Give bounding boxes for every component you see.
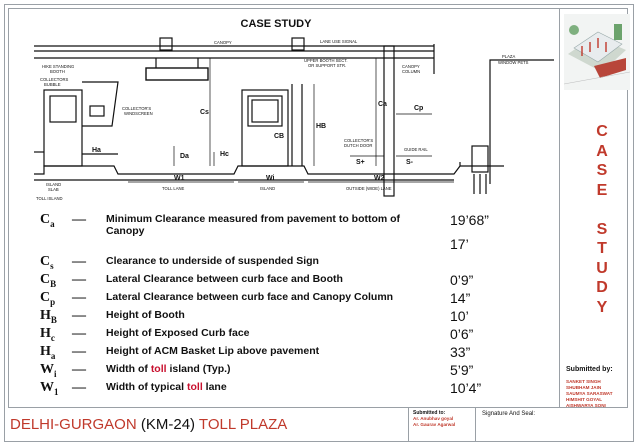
faculty-name: Ar. Anubhav goyal [413, 416, 454, 421]
dim-s-minus: S- [406, 159, 413, 166]
student-name: SANKET SINGH [566, 379, 601, 384]
label-canopy-column-2: COLUMN [402, 69, 421, 74]
spec-symbol: W [40, 362, 54, 377]
spec-description-highlight: toll [187, 381, 203, 393]
spec-row-cs [34, 254, 554, 270]
submitted-to-box [408, 408, 476, 442]
spec-dash: — [72, 326, 86, 341]
footer-title-text: TOLL PLAZA [195, 416, 288, 433]
dim-cb: CB [274, 133, 285, 140]
submitted-by-names [566, 379, 613, 409]
spec-row-wi [34, 362, 554, 378]
spec-symbol: C [40, 290, 51, 305]
spec-description [106, 363, 436, 375]
vertical-letter: S [596, 162, 608, 179]
label-windscreen: WINDSCREEN [124, 111, 153, 116]
spec-description: Clearance to underside of suspended Sign [106, 255, 319, 267]
submitted-to-label: Submitted to: [413, 410, 446, 416]
spec-description-highlight: toll [150, 363, 167, 375]
spec-dash: — [72, 380, 86, 395]
label-upper-booth: UPPER BOOTH SECT. [304, 58, 348, 63]
label-toll-lane: TOLL LANE [162, 186, 185, 191]
spec-description: Lateral Clearance between curb face and Booth [106, 273, 343, 285]
student-name: AISHWARYA SONI [566, 403, 606, 408]
case-study-vertical-title [590, 122, 614, 317]
spec-description-text: Width of [106, 363, 151, 375]
dim-w1: W1 [174, 175, 185, 182]
spec-value: 17’ [450, 236, 469, 252]
label-collectors: COLLECTORS [40, 77, 69, 82]
spec-dash: — [72, 308, 86, 323]
vertical-letter: E [596, 181, 608, 199]
label-toll-island: TOLL ISLAND [36, 196, 63, 201]
label-island: ISLAND [260, 186, 276, 191]
spec-value: 14” [450, 290, 471, 306]
spec-row-hb [34, 308, 554, 324]
label-window-ducts: WINDOW PETS [498, 60, 529, 65]
spec-description: Height of Exposed Curb face [106, 327, 250, 339]
spec-value: 0’9” [450, 272, 474, 288]
spec-symbol: H [40, 326, 51, 341]
label-dutch-door: DUTCH DOOR [344, 143, 373, 148]
clearance-specification-table [34, 208, 554, 404]
label-bubble: BUBBLE [44, 82, 61, 87]
label-or-support: OR SUPPORT STR. [308, 63, 347, 68]
spec-description: Minimum Clearance measured from pavement to bottom of Canopy [106, 213, 401, 237]
spec-row-w1 [34, 380, 554, 396]
spec-dash: — [72, 290, 86, 305]
label-booth: BOOTH [50, 69, 65, 74]
spec-subscript: B [50, 314, 57, 325]
spec-subscript: a [50, 350, 56, 361]
label-guide-rail: GUIDE RAIL [404, 147, 428, 152]
spec-symbol: H [40, 308, 51, 323]
dim-ca: Ca [378, 101, 387, 108]
student-name: HIMSHIT GOYAL [566, 397, 603, 402]
dim-hc: Hc [220, 151, 229, 158]
label-collector-window: COLLECTOR'S [122, 106, 152, 111]
label-canopy-column: CANOPY [402, 64, 420, 69]
vertical-letter: S [596, 220, 608, 238]
label-island-slab-2: SLAB [48, 187, 59, 192]
label-hike-standing: HIKE STANDING [42, 64, 75, 69]
spec-symbol: C [40, 254, 51, 269]
vertical-letter: U [596, 259, 608, 277]
spec-subscript: c [50, 332, 55, 343]
spec-description-text: Width of typical [106, 381, 187, 393]
dim-da: Da [180, 153, 189, 160]
spec-dash: — [72, 362, 86, 377]
vertical-spacer [590, 200, 614, 220]
spec-description: Lateral Clearance between curb face and Canopy Column [106, 291, 394, 303]
toll-booth-section-drawing [34, 34, 554, 204]
submitted-by-label: Submitted by: [566, 366, 613, 373]
spec-subscript: s [50, 260, 54, 271]
spec-symbol: C [40, 212, 51, 227]
spec-description-text: island (Typ.) [166, 363, 231, 375]
student-name: SHUBHAM JAIN [566, 385, 602, 390]
spec-description [106, 381, 436, 393]
spec-dash: — [72, 272, 86, 287]
student-name: SAUMYA SARASWAT [566, 391, 613, 396]
dim-w2: W2 [374, 175, 385, 182]
spec-value: 19’68” [450, 212, 489, 228]
spec-description-text: lane [202, 381, 227, 393]
spec-symbol: H [40, 344, 51, 359]
spec-row-cb [34, 272, 554, 288]
spec-symbol: W [40, 380, 54, 395]
spec-row-cp [34, 290, 554, 306]
vertical-letter: D [596, 279, 608, 296]
spec-row-hc [34, 326, 554, 342]
dim-ha: Ha [92, 147, 101, 154]
spec-row-ha [34, 344, 554, 360]
footer-title-km: (KM-24) [140, 416, 196, 433]
label-collector-door: COLLECTOR'S [344, 138, 374, 143]
spec-description: Height of Booth [106, 309, 185, 321]
spec-subscript: p [50, 296, 56, 307]
signature-label: Signature And Seal: [482, 411, 536, 417]
footer-title-text: DELHI-GURGAON [10, 416, 141, 433]
spec-value: 10’ [450, 308, 469, 324]
label-canopy: CANOPY [214, 40, 232, 45]
dim-cs: Cs [200, 109, 209, 116]
dim-wi: Wi [266, 175, 275, 182]
spec-subscript: a [50, 218, 55, 229]
spec-row-extra [34, 236, 554, 252]
faculty-name: Ar. Gaurav Agarwal [413, 422, 456, 427]
dim-s-plus: S+ [356, 159, 365, 166]
label-island-slab: ISLAND [46, 182, 62, 187]
spec-value: 5’9” [450, 362, 474, 378]
vertical-letter: C [596, 123, 608, 140]
spec-description: Height of ACM Basket Lip above pavement [106, 345, 320, 357]
dim-cp: Cp [414, 105, 424, 112]
dim-hb: HB [316, 123, 327, 130]
spec-subscript: B [50, 278, 57, 289]
label-lane-use-signal: LANE USE SIGNAL [320, 39, 358, 44]
spec-subscript: 1 [54, 386, 59, 397]
page-title: CASE STUDY [240, 18, 312, 30]
spec-dash: — [72, 344, 86, 359]
spec-value: 33” [450, 344, 471, 360]
footer-title [10, 416, 287, 433]
vertical-letter: T [597, 240, 607, 257]
spec-dash: — [72, 212, 86, 227]
spec-value: 0’6” [450, 326, 474, 342]
toll-plaza-render-thumbnail [564, 14, 630, 90]
spec-row-ca [34, 212, 554, 237]
spec-dash: — [72, 254, 86, 269]
label-plaza: PLAZA [502, 54, 516, 59]
spec-symbol: C [40, 272, 51, 287]
spec-subscript: i [54, 368, 57, 379]
vertical-letter: Y [596, 298, 608, 316]
spec-value: 10’4” [450, 380, 482, 396]
vertical-letter: A [596, 142, 608, 160]
label-outside-lane: OUTSIDE (WIDE) LANE [346, 186, 392, 191]
